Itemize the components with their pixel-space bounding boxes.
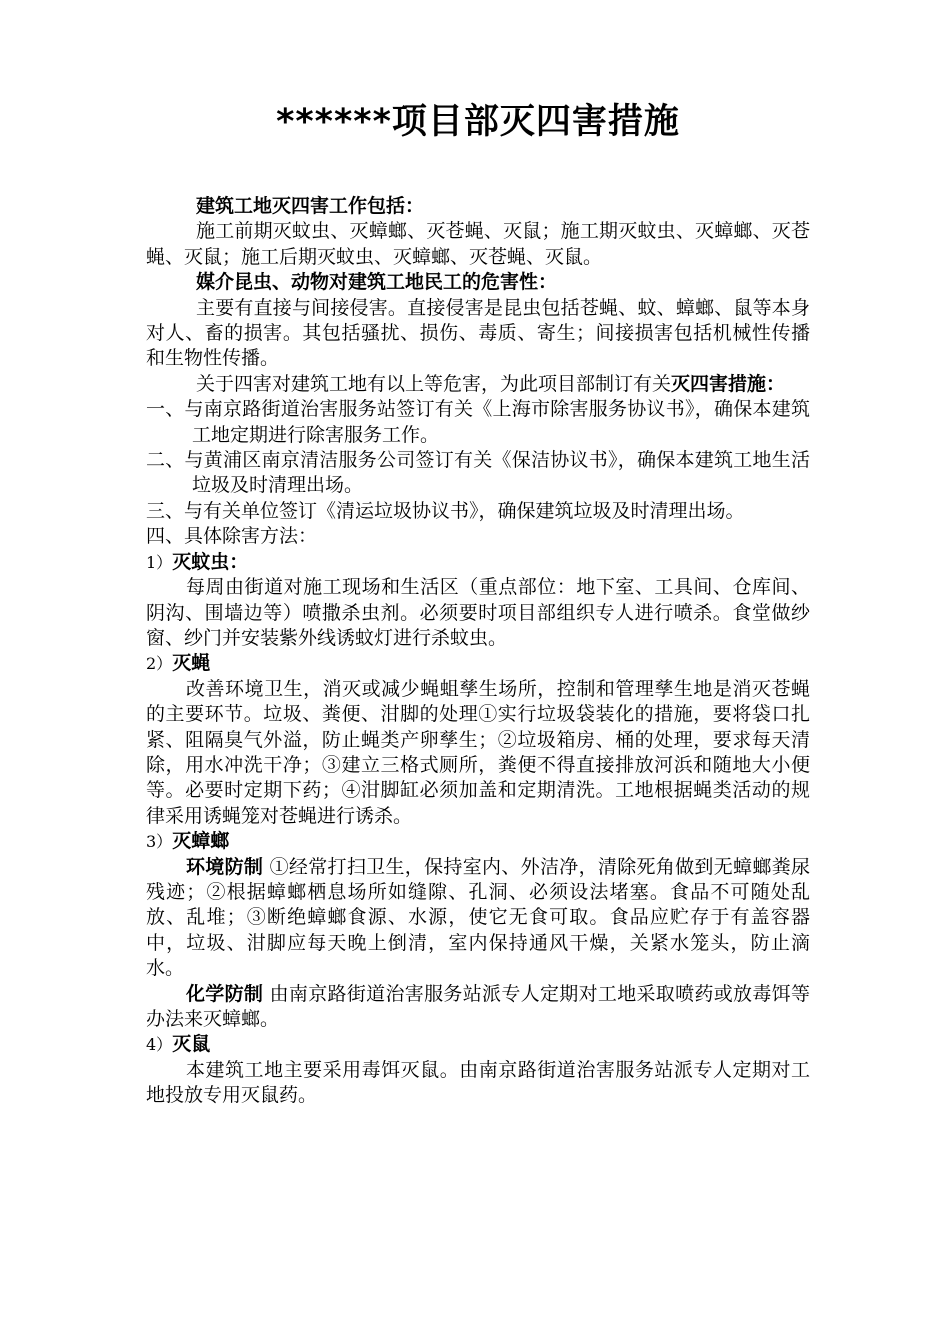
subheading-environment: 环境防制 bbox=[186, 855, 264, 878]
paragraph-cockroach-environment bbox=[146, 855, 810, 982]
page-title: ******项目部灭四害措施 bbox=[276, 102, 680, 142]
method-heading-cockroach bbox=[146, 829, 810, 854]
method-heading-fly bbox=[146, 651, 810, 676]
paragraph-rat: 本建筑工地主要采用毒饵灭鼠。由南京路街道治害服务站派专人定期对工地投放专用灭鼠药。 bbox=[146, 1058, 810, 1107]
text-chemical: 由南京路街道治害服务站派专人定期对工地采取喷药或放毒饵等办法来灭蟑螂。 bbox=[146, 982, 810, 1030]
section-heading-scope: 建筑工地灭四害工作包括： bbox=[196, 195, 425, 217]
method-number: 3） bbox=[146, 832, 173, 852]
list-item bbox=[146, 448, 810, 499]
method-title: 灭蚊虫： bbox=[172, 550, 249, 573]
section-heading-hazards: 媒介昆虫、动物对建筑工地民工的危害性： bbox=[196, 271, 558, 294]
method-title: 灭鼠 bbox=[172, 1033, 211, 1056]
method-number: 1） bbox=[146, 552, 173, 572]
list-item-text: 与南京路街道治害服务站签订有关《上海市除害服务协议书》，确保本建筑工地定期进行除害服务工作。 bbox=[184, 398, 810, 446]
list-item-text: 与黄浦区南京清洁服务公司签订有关《保洁协议书》，确保本建筑工地生活垃圾及时清理出场。 bbox=[184, 449, 810, 497]
method-heading-rat bbox=[146, 1032, 810, 1057]
paragraph-fly: 改善环境卫生，消灭或减少蝇蛆孳生场所，控制和管理孳生地是消灭苍蝇的主要环节。垃圾、粪便、泔脚的处理①实行垃圾袋装化的措施，要将袋口扎紧、阻隔臭气外溢，防止蝇类产卵孳生；②垃圾箱房、桶的处理，要求每天清除，用水冲洗干净；③建立三格式厕所，粪便不得直接排放河浜和随地大小便等。必要时定期下药；④泔脚缸必须加盖和定期清洗。工地根据蝇类活动的规律采用诱蝇笼对苍蝇进行诱杀。 bbox=[146, 677, 810, 827]
method-title: 灭蟑螂 bbox=[172, 830, 230, 853]
list-item-number: 四、 bbox=[146, 525, 185, 548]
paragraph-hazards: 主要有直接与间接侵害。直接侵害是昆虫包括苍蝇、蚊、蟑螂、鼠等本身对人、畜的损害。其包括骚扰、损伤、毒质、寄生；间接损害包括机械性传播和生物性传播。 bbox=[146, 296, 810, 370]
list-item-number: 一、 bbox=[146, 398, 185, 421]
method-heading-mosquito bbox=[146, 550, 810, 575]
paragraph-mosquito: 每周由街道对施工现场和生活区（重点部位：地下室、工具间、仓库间、阴沟、围墙边等）喷撒杀虫剂。必须要时项目部组织专人进行喷杀。食堂做纱窗、纱门并安装紫外线诱蚊灯进行杀蚊虫。 bbox=[146, 576, 810, 649]
paragraph-scope: 施工前期灭蚊虫、灭蟑螂、灭苍蝇、灭鼠；施工期灭蚊虫、灭蟑螂、灭苍蝇、灭鼠；施工后期灭蚊虫、灭蟑螂、灭苍蝇、灭鼠。 bbox=[146, 220, 810, 268]
intro-bold: 灭四害措施： bbox=[671, 372, 786, 395]
list-item bbox=[146, 499, 810, 524]
method-title: 灭蝇 bbox=[172, 652, 211, 675]
list-item-text: 具体除害方法： bbox=[184, 525, 318, 548]
method-number: 4） bbox=[146, 1035, 173, 1055]
list-item-text: 与有关单位签订《清运垃圾协议书》，确保建筑垃圾及时清理出场。 bbox=[184, 499, 745, 522]
list-item bbox=[146, 397, 810, 448]
list-item-number: 三、 bbox=[146, 499, 185, 522]
paragraph-intro bbox=[146, 372, 810, 397]
intro-text: 关于四害对建筑工地有以上等危害，为此项目部制订有关 bbox=[196, 372, 672, 395]
list-item bbox=[146, 524, 810, 549]
paragraph-cockroach-chemical bbox=[146, 982, 810, 1033]
subheading-chemical: 化学防制 bbox=[186, 982, 264, 1005]
text-environment: ①经常打扫卫生，保持室内、外洁净，清除死角做到无蟑螂粪尿残迹；②根据蟑螂栖息场所如缝隙、孔洞、必须设法堵塞。食品不可随处乱放、乱堆；③断绝蟑螂食源、水源，使它无食可取。食品应贮存于有盖容器中，垃圾、泔脚应每天晚上倒清，室内保持通风干燥，关紧水笼头，防止滴水。 bbox=[146, 855, 810, 980]
method-number: 2） bbox=[146, 654, 173, 674]
list-item-number: 二、 bbox=[146, 449, 185, 472]
